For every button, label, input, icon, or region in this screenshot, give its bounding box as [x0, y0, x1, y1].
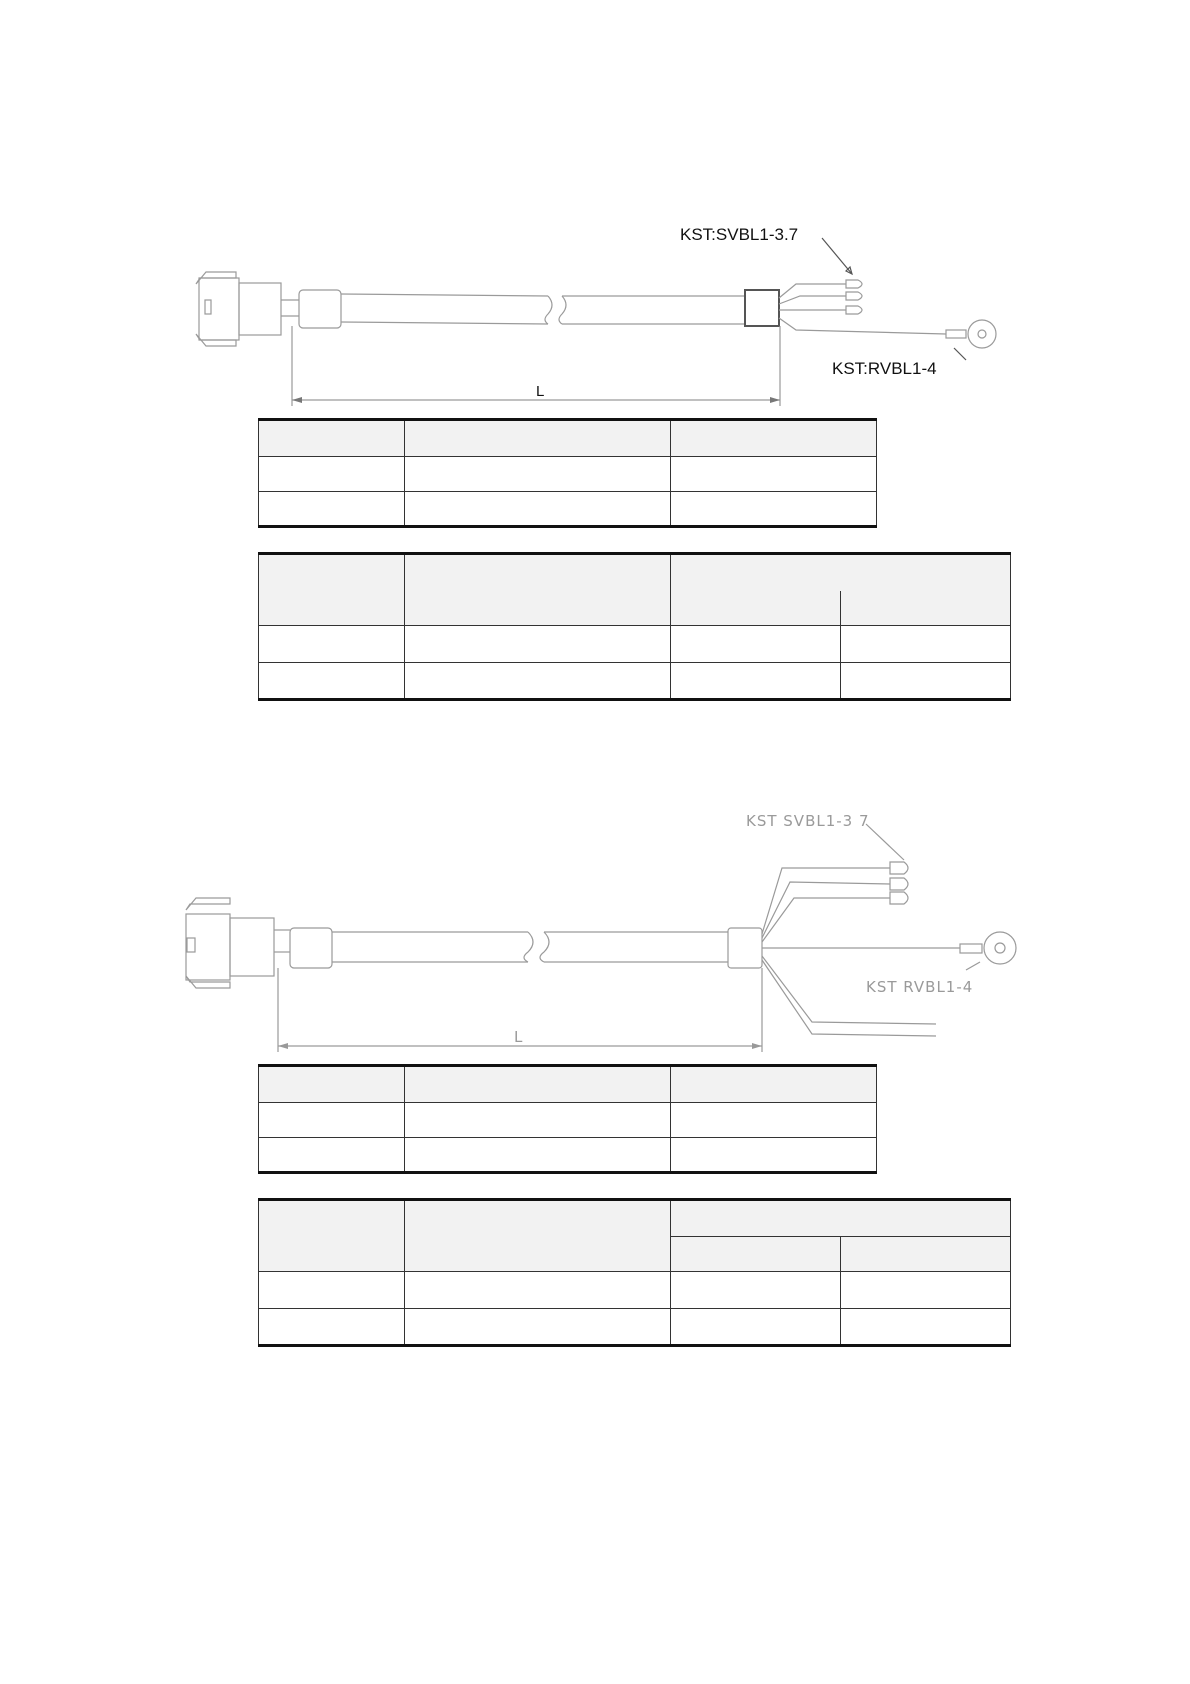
cable-body-2	[332, 932, 728, 962]
ring-terminal-label-1: KST:RVBL1-4	[832, 359, 937, 378]
length-label-1: L	[536, 383, 545, 400]
table-row	[259, 1103, 877, 1138]
ring-terminal-2	[960, 932, 1016, 964]
length-table-2b	[258, 1198, 1011, 1347]
length-label-2: L	[514, 1028, 524, 1046]
table-row	[259, 1200, 1011, 1237]
strain-relief-2	[290, 928, 332, 968]
wires-2	[762, 868, 960, 1036]
table-row	[259, 1066, 877, 1103]
ring-terminal-label-2: KST RVBL1-4	[866, 978, 974, 996]
table-row	[259, 1272, 1011, 1309]
heat-shrink-2	[728, 928, 762, 968]
fork-terminal-label-2: KST SVBL1-3 7	[746, 812, 870, 830]
connector-housing-2	[186, 898, 290, 988]
table-row	[259, 1138, 877, 1173]
fork-terminals-2	[890, 862, 908, 904]
fork-terminal-label-1: KST:SVBL1-3.7	[680, 225, 799, 244]
spec-table-2a	[258, 1064, 877, 1174]
table-row	[259, 1309, 1011, 1346]
